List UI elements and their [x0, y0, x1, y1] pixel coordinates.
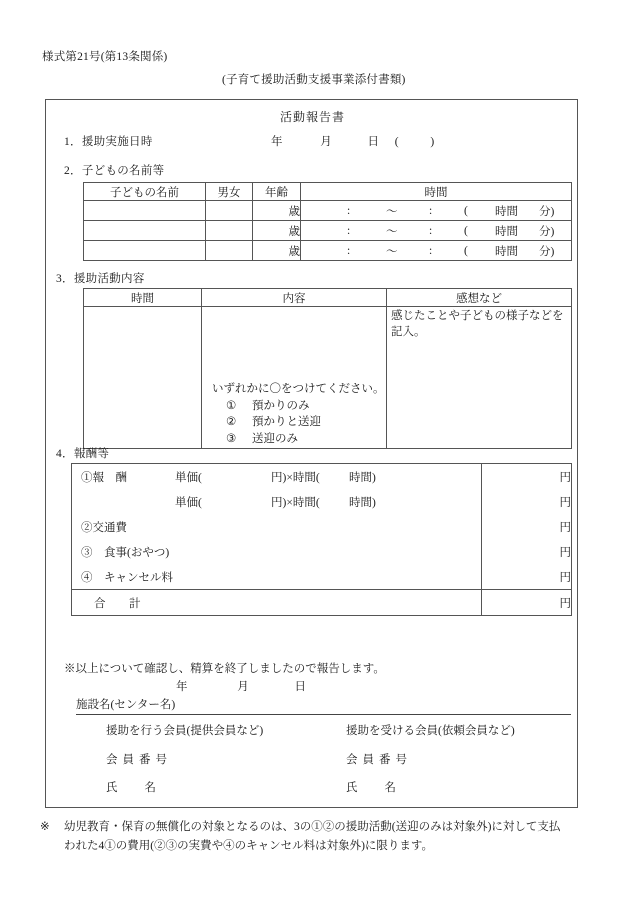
table-row — [72, 539, 572, 564]
time-paren-open: ( — [464, 204, 468, 217]
choice-label-2: 預かりと送迎 — [252, 416, 321, 429]
table-row — [84, 241, 572, 261]
fee-unit-price-open: 単価( — [175, 471, 202, 484]
cell-fee-yen-2[interactable]: 円 — [482, 489, 572, 514]
footnote — [40, 818, 600, 856]
confirm-month-label: 月 — [237, 681, 249, 693]
cell-time[interactable] — [301, 201, 572, 221]
table-row-total — [72, 590, 572, 616]
fee-hour-unit: 時間) — [349, 471, 376, 484]
footnote-line-2: われた4①の費用(②③の実費や④のキャンセル料は対象外)に限ります。 — [64, 839, 433, 852]
form-subtitle: (子育て援助活動支援事業添付書類) — [222, 74, 406, 86]
table-row — [84, 307, 572, 449]
choice-label-3: 送迎のみ — [252, 433, 298, 446]
time-paren-open: ( — [464, 244, 468, 257]
provider-name-text: 氏 名 — [106, 782, 161, 794]
table-header-row — [84, 289, 572, 307]
col-header-time: 時間 — [301, 183, 572, 201]
fee-total-label: 合 計 — [94, 597, 147, 610]
col-header-impression: 感想など — [387, 289, 572, 307]
cell-sex[interactable] — [206, 241, 253, 261]
cell-fee-meal[interactable] — [72, 539, 482, 564]
table-row — [72, 464, 572, 490]
choice-instruction: いずれかに〇をつけてください。 — [212, 383, 385, 395]
provider-member-block — [106, 726, 263, 795]
requester-member-block — [346, 726, 515, 795]
cell-child-name[interactable] — [84, 221, 206, 241]
facility-name-label: 施設名(センター名) — [76, 699, 176, 711]
fee-yen-times-hours: 円)×時間( — [271, 471, 320, 484]
cell-fee-yen-4[interactable]: 円 — [482, 539, 572, 564]
choice-label-1: 預かりのみ — [252, 399, 310, 412]
time-end-colon: : — [429, 244, 433, 257]
col-header-activity-time: 時間 — [84, 289, 202, 307]
time-minute-unit: 分) — [539, 245, 555, 258]
confirm-year-label: 年 — [176, 681, 188, 693]
fee-label-reward: ①報 酬 — [81, 471, 127, 484]
cell-fee-yen-3[interactable]: 円 — [482, 514, 572, 539]
provider-member-no-label[interactable]: 会員番号 — [106, 753, 172, 766]
footnote-mark: ※ — [40, 821, 50, 833]
time-start-colon: : — [347, 244, 351, 257]
time-paren-open: ( — [464, 224, 468, 237]
date-day-label: 日 — [367, 136, 379, 148]
fee-label-cancel: ④ キャンセル料 — [81, 571, 173, 584]
footnote-line-1 — [40, 818, 600, 837]
cell-age[interactable]: 歳 — [253, 241, 301, 261]
time-minute-unit: 分) — [539, 225, 555, 238]
requester-member-no-label[interactable]: 会員番号 — [346, 753, 412, 766]
time-hour-unit: 時間 — [495, 225, 518, 238]
time-tilde: ～ — [386, 205, 398, 218]
cell-fee-total-yen[interactable]: 円 — [482, 590, 572, 616]
footnote-text-1: 幼児教育・保育の無償化の対象となるのは、3の①②の援助活動(送迎のみは対象外)に対して支払 — [64, 821, 561, 833]
cell-age[interactable]: 歳 — [253, 201, 301, 221]
cell-time[interactable] — [301, 241, 572, 261]
provider-name-label[interactable] — [106, 783, 263, 795]
cell-fee-total-label — [72, 590, 482, 616]
time-tilde: ～ — [386, 225, 398, 238]
cell-sex[interactable] — [206, 201, 253, 221]
time-minute-unit: 分) — [539, 205, 555, 218]
time-hour-unit: 時間 — [495, 205, 518, 218]
time-end-colon: : — [429, 204, 433, 217]
section3-label: 3．援助活動内容 — [56, 273, 145, 285]
date-month-label: 月 — [320, 136, 332, 148]
facility-name-field[interactable] — [76, 696, 571, 715]
fee-table — [71, 463, 572, 616]
cell-impression[interactable] — [387, 307, 572, 449]
choice-option-1[interactable] — [212, 398, 386, 415]
page-title: 活動報告書 — [279, 110, 345, 124]
col-header-age: 年齢 — [253, 183, 301, 201]
choice-number-3: ③ — [226, 433, 237, 446]
cell-fee-yen-5[interactable]: 円 — [482, 564, 572, 590]
confirmation-date-fields — [176, 678, 306, 694]
section1-label: 1．援助実施日時 — [64, 136, 153, 148]
impression-hint: 感じたことや子どもの様子などを記入。 — [391, 310, 564, 338]
choice-number-2: ② — [226, 416, 237, 429]
weekday-paren-open: ( — [394, 136, 399, 148]
time-tilde: ～ — [386, 245, 398, 258]
cell-fee-transport[interactable] — [72, 514, 482, 539]
fee-unit-price-open: 単価( — [175, 496, 202, 509]
children-table — [83, 182, 572, 261]
form-number: 様式第21号(第13条関係) — [42, 51, 168, 63]
section1-date-fields — [271, 133, 434, 149]
cell-activity-content[interactable] — [202, 307, 387, 449]
col-header-activity-content: 内容 — [202, 289, 387, 307]
table-row — [84, 221, 572, 241]
form-body-box — [45, 99, 578, 808]
fee-hour-unit: 時間) — [349, 496, 376, 509]
table-row — [72, 489, 572, 514]
activity-table — [83, 288, 572, 449]
col-header-sex: 男女 — [206, 183, 253, 201]
table-row — [72, 564, 572, 590]
table-row — [72, 514, 572, 539]
cell-child-name[interactable] — [84, 201, 206, 221]
requester-name-text: 氏 名 — [346, 782, 401, 794]
date-year-label: 年 — [271, 136, 283, 148]
requester-name-label[interactable] — [346, 783, 515, 795]
fee-label-transport: ②交通費 — [81, 521, 127, 534]
provider-title: 援助を行う会員(提供会員など) — [106, 725, 264, 737]
cell-activity-time[interactable] — [84, 307, 202, 449]
choice-number-1: ① — [226, 399, 237, 412]
cell-age[interactable]: 歳 — [253, 221, 301, 241]
time-hour-unit: 時間 — [495, 245, 518, 258]
confirmation-note: ※以上について確認し、精算を終了しましたので報告します。 — [64, 663, 385, 675]
fee-label-meal: ③ 食事(おやつ) — [81, 546, 170, 559]
col-header-child-name: 子どもの名前 — [84, 183, 206, 201]
time-start-colon: : — [347, 224, 351, 237]
table-row — [84, 201, 572, 221]
cell-fee-reward-1[interactable] — [72, 464, 482, 490]
requester-title: 援助を受ける会員(依頼会員など) — [346, 725, 515, 737]
table-header-row — [84, 183, 572, 201]
cell-fee-reward-2[interactable] — [72, 489, 482, 514]
choice-option-3[interactable] — [212, 431, 386, 448]
weekday-paren-close: ) — [430, 136, 435, 148]
fee-yen-times-hours: 円)×時間( — [271, 496, 320, 509]
cell-time[interactable] — [301, 221, 572, 241]
confirm-day-label: 日 — [294, 681, 306, 693]
cell-sex[interactable] — [206, 221, 253, 241]
choice-option-2[interactable] — [212, 414, 386, 431]
cell-fee-cancel[interactable] — [72, 564, 482, 590]
cell-fee-yen-1[interactable]: 円 — [482, 464, 572, 490]
section2-label: 2．子どもの名前等 — [64, 165, 165, 177]
time-end-colon: : — [429, 224, 433, 237]
section4-label: 4．報酬等 — [56, 448, 110, 460]
time-start-colon: : — [347, 204, 351, 217]
cell-child-name[interactable] — [84, 241, 206, 261]
